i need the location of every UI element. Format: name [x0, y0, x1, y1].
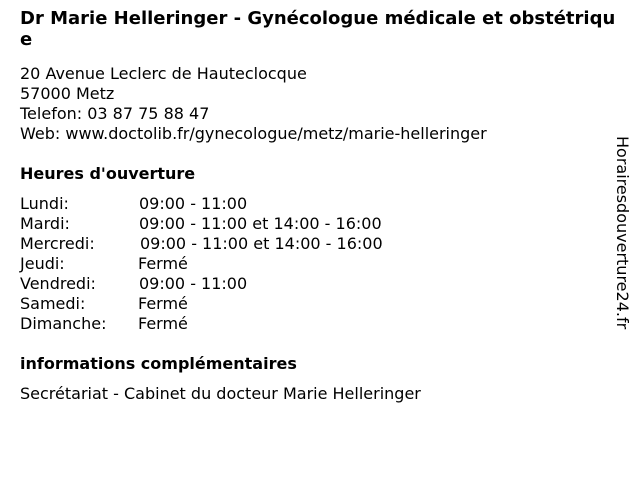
page-title: Dr Marie Helleringer - Gynécologue médicale et obstétrique [20, 8, 616, 50]
hours-day: Samedi: [20, 294, 86, 313]
hours-time: Fermé [138, 294, 188, 313]
hours-time: 09:00 - 11:00 [139, 194, 248, 213]
address-block [20, 64, 620, 144]
hours-time: 09:00 - 11:00 et 14:00 - 16:00 [139, 214, 382, 233]
additional-info-text: Secrétariat - Cabinet du docteur Marie Helleringer [20, 384, 421, 403]
hours-day: Lundi: [20, 194, 69, 213]
hours-time: 09:00 - 11:00 [139, 274, 248, 293]
phone-number: Telefon: 03 87 75 88 47 [20, 104, 210, 123]
hours-row-mardi [20, 214, 620, 234]
hours-day: Jeudi: [20, 254, 65, 273]
hours-row-dimanche [20, 314, 620, 334]
street-address: 20 Avenue Leclerc de Hauteclocque [20, 64, 307, 83]
additional-info-heading: informations complémentaires [20, 354, 297, 373]
opening-hours-heading: Heures d'ouverture [20, 164, 196, 183]
hours-time: 09:00 - 11:00 et 14:00 - 16:00 [140, 234, 383, 253]
hours-row-lundi [20, 194, 620, 214]
hours-day: Dimanche: [20, 314, 107, 333]
city: 57000 Metz [20, 84, 115, 103]
hours-row-samedi [20, 294, 620, 314]
hours-day: Mardi: [20, 214, 70, 233]
hours-day: Mercredi: [20, 234, 95, 253]
site-watermark: Horairesdouverture24.fr [613, 136, 632, 330]
hours-row-mercredi [20, 234, 620, 254]
hours-row-jeudi [20, 254, 620, 274]
hours-day: Vendredi: [20, 274, 96, 293]
hours-row-vendredi [20, 274, 620, 294]
business-card [20, 8, 620, 404]
opening-hours-table [20, 194, 620, 334]
hours-time: Fermé [138, 314, 188, 333]
hours-time: Fermé [138, 254, 188, 273]
website: Web: www.doctolib.fr/gynecologue/metz/marie-helleringer [20, 124, 487, 143]
